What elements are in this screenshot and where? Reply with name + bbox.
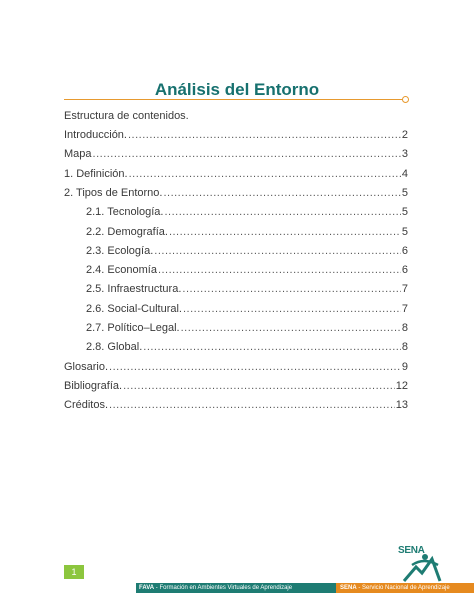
- toc-entry-label: Mapa: [64, 148, 92, 161]
- footer-sena-text: - Servicio Nacional de Aprendizaje: [356, 585, 450, 591]
- document-title: Análisis del Entorno: [154, 80, 320, 99]
- footer-fava: [136, 583, 336, 593]
- toc-heading: Estructura de contenidos.: [64, 110, 189, 122]
- toc-dot-leader: [109, 360, 401, 374]
- toc-entry-page: 8: [401, 341, 408, 354]
- toc-entry-label: 2.7. Político–Legal.: [86, 322, 180, 334]
- toc-dot-leader: [109, 398, 395, 412]
- toc-entry-page: 2: [401, 129, 408, 141]
- toc-dot-leader: [128, 128, 401, 142]
- toc-entry[interactable]: [64, 128, 408, 142]
- toc-entry-page: 3: [401, 148, 408, 161]
- toc-entry-page: 12: [395, 379, 408, 392]
- toc-dot-leader: [143, 340, 401, 354]
- toc-entry[interactable]: [86, 321, 408, 335]
- toc-dot-leader: [183, 302, 401, 316]
- page-number-badge: 1: [64, 565, 84, 579]
- toc-entry[interactable]: [86, 263, 408, 277]
- toc-entry-label: Glosario.: [64, 360, 109, 373]
- toc-entry-page: 7: [401, 283, 408, 296]
- toc-dot-leader: [129, 167, 401, 181]
- toc-entry-label: 2.6. Social-Cultural.: [86, 302, 182, 315]
- footer-fava-bold: FAVA: [139, 585, 155, 591]
- title-divider: [64, 99, 404, 100]
- toc-entry[interactable]: [64, 379, 408, 393]
- toc-dot-leader: [181, 321, 401, 335]
- toc-entry-page: 9: [401, 360, 408, 373]
- divider-end-dot: [402, 96, 409, 103]
- toc-entry-page: 5: [401, 206, 408, 219]
- toc-entry-page: 6: [401, 264, 408, 277]
- toc-entry[interactable]: [86, 225, 408, 239]
- toc-entry[interactable]: [64, 398, 408, 412]
- footer-sena: [336, 583, 474, 593]
- toc-entry-page: 13: [395, 399, 408, 412]
- footer-fava-text: - Formación en Ambientes Virtuales de Aprendizaje: [154, 585, 293, 591]
- toc-entry[interactable]: [86, 302, 408, 316]
- toc-entry[interactable]: [64, 147, 408, 161]
- toc-dot-leader: [169, 225, 401, 239]
- toc-entry-label: 1. Definición.: [64, 167, 128, 180]
- footer-sena-bold: SENA: [340, 585, 357, 591]
- toc-entry-label: 2.1. Tecnología.: [86, 206, 164, 219]
- toc-entry-page: 4: [401, 167, 408, 180]
- toc-entry-label: 2.3. Ecología.: [86, 244, 154, 257]
- toc-entry-page: 7: [401, 302, 408, 315]
- toc-entry-label: 2.5. Infraestructura.: [86, 283, 182, 296]
- toc-entry-page: 6: [401, 244, 408, 257]
- toc-entry[interactable]: [86, 340, 408, 354]
- toc-entry[interactable]: [64, 186, 408, 200]
- footer-bar: [136, 583, 474, 593]
- toc-entry[interactable]: [64, 360, 408, 374]
- toc-dot-leader: [123, 379, 395, 393]
- toc-dot-leader: [158, 263, 401, 277]
- toc-dot-leader: [154, 244, 401, 258]
- toc-entry[interactable]: [86, 282, 408, 296]
- toc-entry-label: Créditos.: [64, 399, 109, 412]
- toc-entry[interactable]: [86, 244, 408, 258]
- toc-entry-label: 2.8. Global.: [86, 341, 143, 354]
- toc-dot-leader: [182, 282, 400, 296]
- toc-entry[interactable]: [64, 167, 408, 181]
- toc-entry-page: 8: [401, 322, 408, 334]
- toc-entry[interactable]: [86, 205, 408, 219]
- toc-entry-label: 2. Tipos de Entorno.: [64, 186, 163, 199]
- toc-dot-leader: [163, 186, 400, 200]
- toc-dot-leader: [93, 147, 401, 161]
- toc-entry-page: 5: [401, 225, 408, 238]
- toc-entry-label: Bibliografía.: [64, 379, 123, 392]
- toc-entry-label: 2.2. Demografía.: [86, 225, 168, 238]
- toc-entry-label: 2.4. Economía: [86, 264, 157, 277]
- toc-entry-page: 5: [401, 186, 408, 199]
- toc-dot-leader: [164, 205, 400, 219]
- sena-logo-text: SENA: [398, 545, 425, 556]
- toc-entry-label: Introducción.: [64, 129, 127, 141]
